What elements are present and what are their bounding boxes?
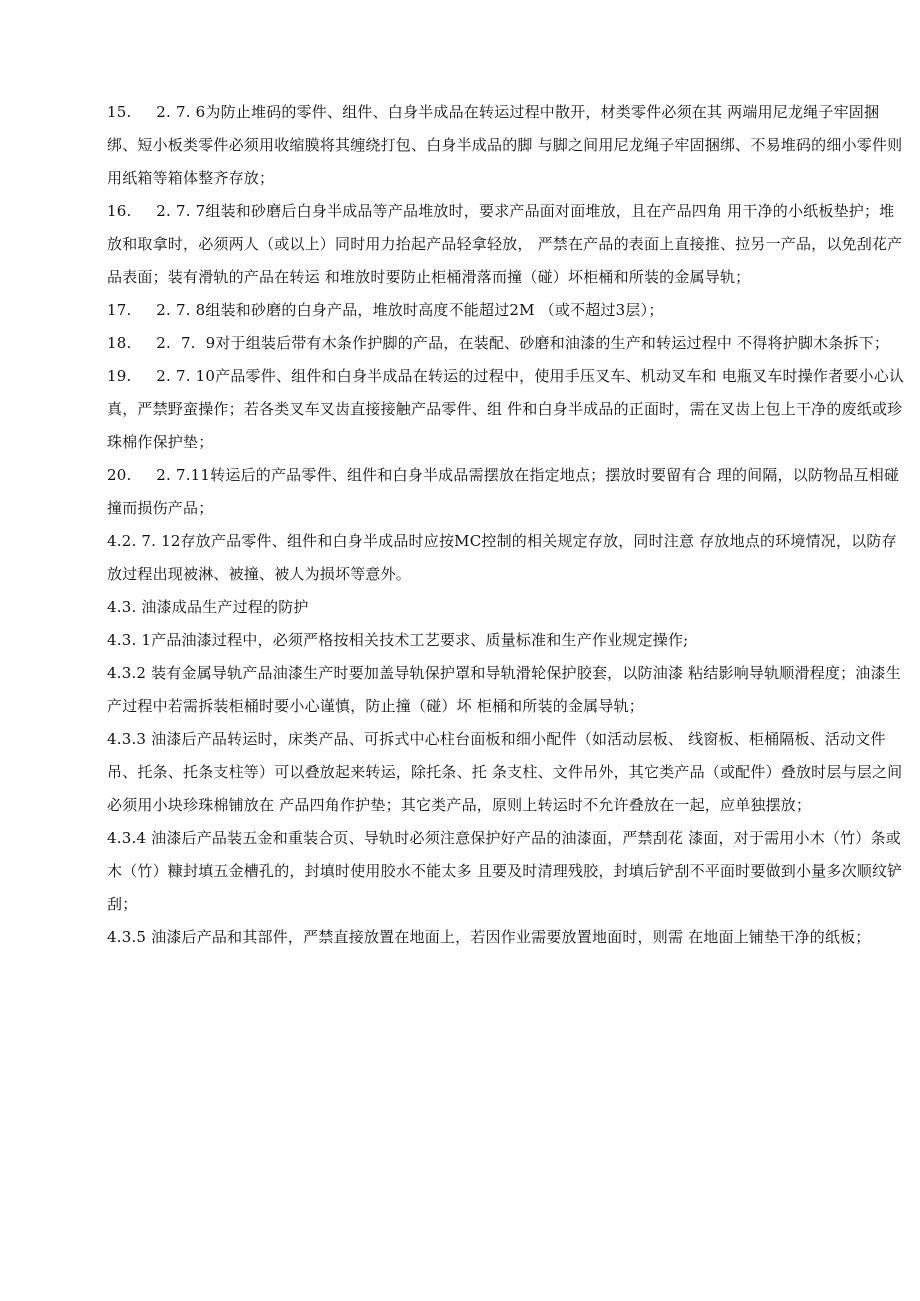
paragraph-4-3-4: 4.3.4 油漆后产品装五金和重装合页、导轨时必须注意保护好产品的油漆面，严禁刮花 漆面，对于需用小木（竹）条或木（竹）糠封填五金槽孔的，封填时使用胶水不能太多 且要及时清理残胶，封填后铲刮不平面时要做到小量多次顺纹铲刮； [107,829,903,913]
paragraph-18: 18. 2. 7. 9对于组装后带有木条作护脚的产品，在装配、砂磨和油漆的生产和转运过程中 不得将护脚木条拆下； [107,334,890,352]
section-heading-4-3: 4.3. 油漆成品生产过程的防护 [107,598,309,616]
paragraph-16: 16. 2. 7. 7组装和砂磨后白身半成品等产品堆放时，要求产品面对面堆放，且在产品四角 用干净的小纸板垫护；堆放和取拿时，必须两人（或以上）同时用力抬起产品轻拿轻放， 严禁在产品的表面上直接推、拉另一产品，以免刮花产品表面；装有滑轨的产品在转运 和堆放时要防止柜桶滑落而撞（碰）坏柜桶和所装的金属导轨； [107,202,903,286]
paragraph-20: 20. 2. 7.11转运后的产品零件、组件和白身半成品需摆放在指定地点；摆放时要留有合 理的间隔，以防物品互相碰撞而损伤产品； [107,466,900,517]
paragraph-17: 17. 2. 7. 8组装和砂磨的白身产品，堆放时高度不能超过2M （或不超过3层）； [107,301,664,319]
paragraph-4-3-2: 4.3.2 装有金属导轨产品油漆生产时要加盖导轨保护罩和导轨滑轮保护胶套，以防油漆 粘结影响导轨顺滑程度；油漆生产过程中若需拆装柜桶时要小心谨慎，防止撞（碰）坏 柜桶和所装的金属导轨； [107,664,901,715]
paragraph-19: 19. 2. 7. 10产品零件、组件和白身半成品在转运的过程中，使用手压叉车、机动叉车和 电瓶叉车时操作者要小心认真，严禁野蛮操作；若各类叉车叉齿直接接触产品零件、组 件和白身半成品的正面时，需在叉齿上包上干净的废纸或珍珠棉作保护垫； [107,367,905,451]
paragraph-4-2-7-12: 4.2. 7. 12存放产品零件、组件和白身半成品时应按MC控制的相关规定存放，同时注意 存放地点的环境情况，以防存放过程出现被淋、被撞、被人为损坏等意外。 [107,532,897,583]
paragraph-4-3-1: 4.3. 1产品油漆过程中，必须严格按相关技术工艺要求、质量标准和生产作业规定操作; [107,631,689,649]
paragraph-4-3-5: 4.3.5 油漆后产品和其部件，严禁直接放置在地面上，若因作业需要放置地面时，则需 在地面上铺垫干净的纸板； [107,928,871,946]
paragraph-4-3-3: 4.3.3 油漆后产品转运时，床类产品、可拆式中心柱台面板和细小配件（如活动层板、 线窗板、柜桶隔板、活动文件吊、托条、托条支柱等）可以叠放起来转运，除托条、托 条支柱、文件吊外，其它类产品（或配件）叠放时层与层之间必须用小块珍珠棉铺放在 产品四角作护垫；其它类产品，原则上转运时不允许叠放在一起，应单独摆放； [107,730,903,814]
paragraph-15: 15. 2. 7. 6为防止堆码的零件、组件、白身半成品在转运过程中散开，材类零件必须在其 两端用尼龙绳子牢固捆绑、短小板类零件必须用收缩膜将其缠绕打包、白身半成品的脚 与脚之间用尼龙绳子牢固捆绑、不易堆码的细小零件则用纸箱等箱体整齐存放； [107,103,903,187]
